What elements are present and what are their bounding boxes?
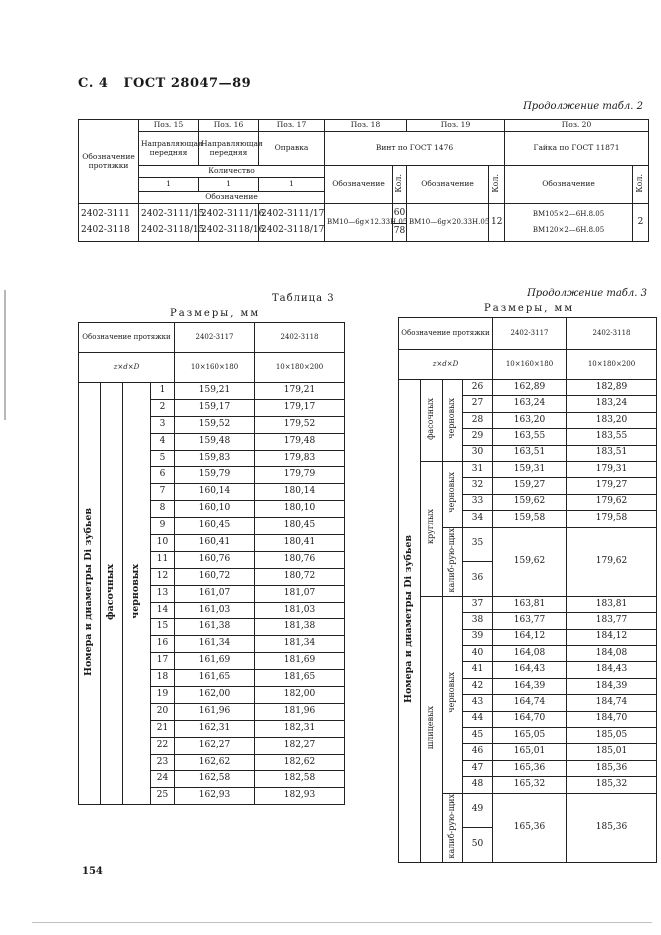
value-3118: 179,31 — [567, 461, 657, 477]
name-20: Гайка по ГОСТ 11871 — [505, 132, 649, 166]
group-fas: фасочных — [101, 383, 123, 805]
kol-20: Кол. — [633, 166, 649, 204]
value-3118: 180,41 — [255, 535, 345, 552]
value-3118: 182,27 — [255, 737, 345, 754]
value-3117: 161,69 — [175, 653, 255, 670]
value-3118: 179,58 — [567, 511, 657, 527]
tooth-number: 44 — [463, 711, 493, 727]
name-16: Направляющая передняя — [199, 132, 259, 166]
value-3117: 162,93 — [175, 788, 255, 805]
value-3117: 164,70 — [493, 711, 567, 727]
group-cher: черновых — [443, 461, 463, 527]
value-3117: 165,01 — [493, 744, 567, 760]
tooth-number: 7 — [151, 484, 175, 501]
kol-19: Кол. — [489, 166, 505, 204]
tooth-number: 12 — [151, 568, 175, 585]
page-label: С. 4 — [78, 76, 109, 91]
value-3117: 160,45 — [175, 518, 255, 535]
table-row — [399, 380, 657, 396]
tooth-number: 5 — [151, 450, 175, 467]
value-3118: 180,14 — [255, 484, 345, 501]
table-3-title: Таблица 3 — [272, 293, 335, 304]
value-3117: 164,74 — [493, 695, 567, 711]
value-3117: 159,79 — [175, 467, 255, 484]
tooth-number: 30 — [463, 445, 493, 461]
value-3117: 159,17 — [175, 399, 255, 416]
name-15: Направляющая передняя — [139, 132, 199, 166]
tooth-number: 43 — [463, 695, 493, 711]
t3c-v2: 10×180×200 — [567, 350, 657, 380]
value-3118: 184,74 — [567, 695, 657, 711]
t3c-c2: 2402-3118 — [567, 318, 657, 350]
value-3117: 164,39 — [493, 678, 567, 694]
tooth-number: 25 — [151, 788, 175, 805]
value-3118: 181,69 — [255, 653, 345, 670]
value-3118: 182,93 — [255, 788, 345, 805]
value-3118: 179,27 — [567, 478, 657, 494]
name-18-19: Винт по ГОСТ 1476 — [325, 132, 505, 166]
pos-15: Поз. 15 — [139, 120, 199, 132]
tooth-number: 26 — [463, 380, 493, 396]
tooth-number: 9 — [151, 518, 175, 535]
tooth-number: 35 — [463, 527, 493, 562]
value-3118: 185,05 — [567, 728, 657, 744]
tooth-number: 48 — [463, 777, 493, 793]
col-designation: Обозначение протяжки — [79, 120, 139, 204]
value-3117: 160,14 — [175, 484, 255, 501]
value-3117: 163,77 — [493, 613, 567, 629]
value-3117: 161,96 — [175, 703, 255, 720]
value-3117: 161,07 — [175, 585, 255, 602]
value-3117: 164,12 — [493, 629, 567, 645]
value-3117: 165,36 — [493, 760, 567, 776]
value-3118: 182,00 — [255, 687, 345, 704]
designation-20: Обозначение — [505, 166, 633, 204]
group-cher: черновых — [443, 380, 463, 462]
group-fas: фасочных — [421, 380, 443, 462]
tooth-number: 50 — [463, 828, 493, 863]
group-kalib: калиб-рую-щих — [443, 793, 463, 862]
group-cher: черновых — [123, 383, 151, 805]
page-header — [78, 76, 251, 91]
tooth-number: 21 — [151, 720, 175, 737]
tooth-number: 8 — [151, 501, 175, 518]
value-3118: 179,79 — [255, 467, 345, 484]
p19: ВМ10—6g×20.33H.05 — [407, 204, 489, 242]
tooth-number: 20 — [151, 703, 175, 720]
tooth-number: 17 — [151, 653, 175, 670]
tooth-number: 6 — [151, 467, 175, 484]
t3c-zdD: z×d×D — [399, 350, 493, 380]
value-3117: 164,08 — [493, 646, 567, 662]
page-number: 154 — [82, 866, 103, 877]
t3c-c1: 2402-3117 — [493, 318, 567, 350]
k19: 12 — [489, 204, 505, 242]
value-3117: 160,76 — [175, 551, 255, 568]
value-3118: 179,17 — [255, 399, 345, 416]
value-3118: 182,89 — [567, 380, 657, 396]
tooth-number: 15 — [151, 619, 175, 636]
tooth-number: 22 — [151, 737, 175, 754]
value-3118: 181,07 — [255, 585, 345, 602]
kol-18: Кол. — [393, 166, 407, 204]
value-3118: 181,38 — [255, 619, 345, 636]
t3c-v1: 10×160×180 — [493, 350, 567, 380]
value-3117: 164,43 — [493, 662, 567, 678]
value-3118: 184,70 — [567, 711, 657, 727]
qty-16: 1 — [199, 178, 259, 192]
tooth-number: 16 — [151, 636, 175, 653]
tooth-number: 37 — [463, 596, 493, 612]
table-3-sizes: Размеры, мм — [170, 308, 261, 319]
value-3117: 163,24 — [493, 396, 567, 412]
t3c-col-designation: Обозначение протяжки — [399, 318, 493, 350]
value-3117: 159,48 — [175, 433, 255, 450]
qty-17: 1 — [259, 178, 325, 192]
value-3117: 163,51 — [493, 445, 567, 461]
value-3118: 179,52 — [255, 416, 345, 433]
value-3118: 179,62 — [567, 527, 657, 596]
value-3118: 183,51 — [567, 445, 657, 461]
tooth-number: 3 — [151, 416, 175, 433]
value-3118: 181,34 — [255, 636, 345, 653]
t3-c2: 2402-3118 — [255, 323, 345, 353]
continuation-table3: Продолжение табл. 3 — [527, 288, 647, 299]
tooth-number: 18 — [151, 670, 175, 687]
tooth-number: 4 — [151, 433, 175, 450]
tooth-number: 2 — [151, 399, 175, 416]
tooth-number: 27 — [463, 396, 493, 412]
value-3118: 179,21 — [255, 383, 345, 400]
value-3118: 180,10 — [255, 501, 345, 518]
tooth-number: 24 — [151, 771, 175, 788]
tooth-number: 45 — [463, 728, 493, 744]
tooth-number: 32 — [463, 478, 493, 494]
name-17: Оправка — [259, 132, 325, 166]
designation-18: Обозначение — [325, 166, 393, 204]
qty-15: 1 — [139, 178, 199, 192]
p16: 2402-3111/16 2402-3118/16 — [199, 204, 259, 242]
tooth-number: 14 — [151, 602, 175, 619]
value-3117: 165,05 — [493, 728, 567, 744]
value-3117: 161,65 — [175, 670, 255, 687]
tooth-number: 47 — [463, 760, 493, 776]
value-3117: 162,27 — [175, 737, 255, 754]
pos-20: Поз. 20 — [505, 120, 649, 132]
tooth-number: 46 — [463, 744, 493, 760]
group-shl: шлицевых — [421, 596, 443, 862]
value-3118: 184,12 — [567, 629, 657, 645]
tooth-number: 33 — [463, 494, 493, 510]
value-3117: 165,36 — [493, 793, 567, 862]
value-3117: 160,41 — [175, 535, 255, 552]
t3-col-designation: Обозначение протяжки — [79, 323, 175, 353]
side-label: Номера и диаметры Di зубьев — [399, 380, 421, 863]
continuation-table2: Продолжение табл. 2 — [523, 101, 643, 112]
value-3118: 180,72 — [255, 568, 345, 585]
value-3117: 159,62 — [493, 494, 567, 510]
tooth-number: 40 — [463, 646, 493, 662]
table-3c-sizes: Размеры, мм — [484, 303, 575, 314]
value-3117: 163,55 — [493, 429, 567, 445]
value-3117: 162,00 — [175, 687, 255, 704]
value-3118: 183,77 — [567, 613, 657, 629]
table-3 — [78, 322, 345, 805]
tooth-number: 42 — [463, 678, 493, 694]
table-3-continuation — [398, 317, 657, 863]
table-row — [399, 461, 657, 477]
p18: ВМ10—6g×12.33H.05 — [325, 204, 393, 242]
tooth-number: 10 — [151, 535, 175, 552]
tooth-number: 29 — [463, 429, 493, 445]
tooth-number: 1 — [151, 383, 175, 400]
p17: 2402-3111/17 2402-3118/17 — [259, 204, 325, 242]
row-id-1: 2402-3111 2402-3118 — [79, 204, 139, 242]
value-3118: 182,62 — [255, 754, 345, 771]
value-3118: 185,32 — [567, 777, 657, 793]
value-3118: 182,31 — [255, 720, 345, 737]
value-3117: 162,31 — [175, 720, 255, 737]
tooth-number: 38 — [463, 613, 493, 629]
value-3118: 181,65 — [255, 670, 345, 687]
value-3118: 183,81 — [567, 596, 657, 612]
pos-19: Поз. 19 — [407, 120, 505, 132]
table-2-continuation — [78, 119, 649, 242]
value-3118: 183,55 — [567, 429, 657, 445]
tooth-number: 19 — [151, 687, 175, 704]
value-3117: 161,38 — [175, 619, 255, 636]
k20: 2 — [633, 204, 649, 242]
pos-16: Поз. 16 — [199, 120, 259, 132]
t3-c1: 2402-3117 — [175, 323, 255, 353]
value-3118: 185,36 — [567, 760, 657, 776]
value-3117: 162,58 — [175, 771, 255, 788]
value-3117: 160,10 — [175, 501, 255, 518]
value-3118: 182,58 — [255, 771, 345, 788]
value-3117: 159,21 — [175, 383, 255, 400]
designation-label: Обозначение — [139, 192, 325, 204]
value-3118: 181,03 — [255, 602, 345, 619]
value-3117: 159,62 — [493, 527, 567, 596]
group-krug: круглых — [421, 461, 443, 596]
value-3117: 163,20 — [493, 412, 567, 428]
tooth-number: 11 — [151, 551, 175, 568]
value-3118: 180,76 — [255, 551, 345, 568]
t3-v2: 10×180×200 — [255, 353, 345, 383]
value-3117: 159,31 — [493, 461, 567, 477]
quantity-label: Количество — [139, 166, 325, 178]
value-3118: 179,48 — [255, 433, 345, 450]
tooth-number: 39 — [463, 629, 493, 645]
k18: 60 78 — [393, 204, 407, 242]
tooth-number: 41 — [463, 662, 493, 678]
tooth-number: 49 — [463, 793, 493, 828]
p15: 2402-3111/15 2402-3118/15 — [139, 204, 199, 242]
value-3118: 179,62 — [567, 494, 657, 510]
value-3117: 162,89 — [493, 380, 567, 396]
value-3117: 161,34 — [175, 636, 255, 653]
value-3118: 184,39 — [567, 678, 657, 694]
value-3117: 159,83 — [175, 450, 255, 467]
p20: ВМ105×2—6Н.8.05 ВМ120×2—6Н.8.05 — [505, 204, 633, 242]
value-3118: 185,36 — [567, 793, 657, 862]
table-row — [399, 596, 657, 612]
t3-zdD: z×d×D — [79, 353, 175, 383]
group-cher: черновых — [443, 596, 463, 793]
value-3118: 181,96 — [255, 703, 345, 720]
value-3118: 184,08 — [567, 646, 657, 662]
tooth-number: 23 — [151, 754, 175, 771]
value-3117: 159,58 — [493, 511, 567, 527]
scan-mark — [4, 290, 6, 420]
table-row — [79, 383, 345, 400]
designation-19: Обозначение — [407, 166, 489, 204]
value-3118: 179,83 — [255, 450, 345, 467]
value-3118: 180,45 — [255, 518, 345, 535]
value-3117: 161,03 — [175, 602, 255, 619]
value-3118: 183,24 — [567, 396, 657, 412]
value-3118: 185,01 — [567, 744, 657, 760]
scan-mark-bottom — [32, 922, 652, 923]
side-label: Номера и диаметры Di зубьев — [79, 383, 101, 805]
value-3118: 184,43 — [567, 662, 657, 678]
value-3117: 165,32 — [493, 777, 567, 793]
tooth-number: 28 — [463, 412, 493, 428]
value-3117: 159,27 — [493, 478, 567, 494]
tooth-number: 13 — [151, 585, 175, 602]
tooth-number: 34 — [463, 511, 493, 527]
t3-v1: 10×160×180 — [175, 353, 255, 383]
value-3117: 160,72 — [175, 568, 255, 585]
tooth-number: 31 — [463, 461, 493, 477]
value-3117: 159,52 — [175, 416, 255, 433]
group-kalib: калиб-рую-щих — [443, 527, 463, 596]
gost-number: ГОСТ 28047—89 — [123, 76, 252, 91]
value-3118: 183,20 — [567, 412, 657, 428]
pos-17: Поз. 17 — [259, 120, 325, 132]
pos-18: Поз. 18 — [325, 120, 407, 132]
value-3117: 163,81 — [493, 596, 567, 612]
value-3117: 162,62 — [175, 754, 255, 771]
tooth-number: 36 — [463, 562, 493, 597]
